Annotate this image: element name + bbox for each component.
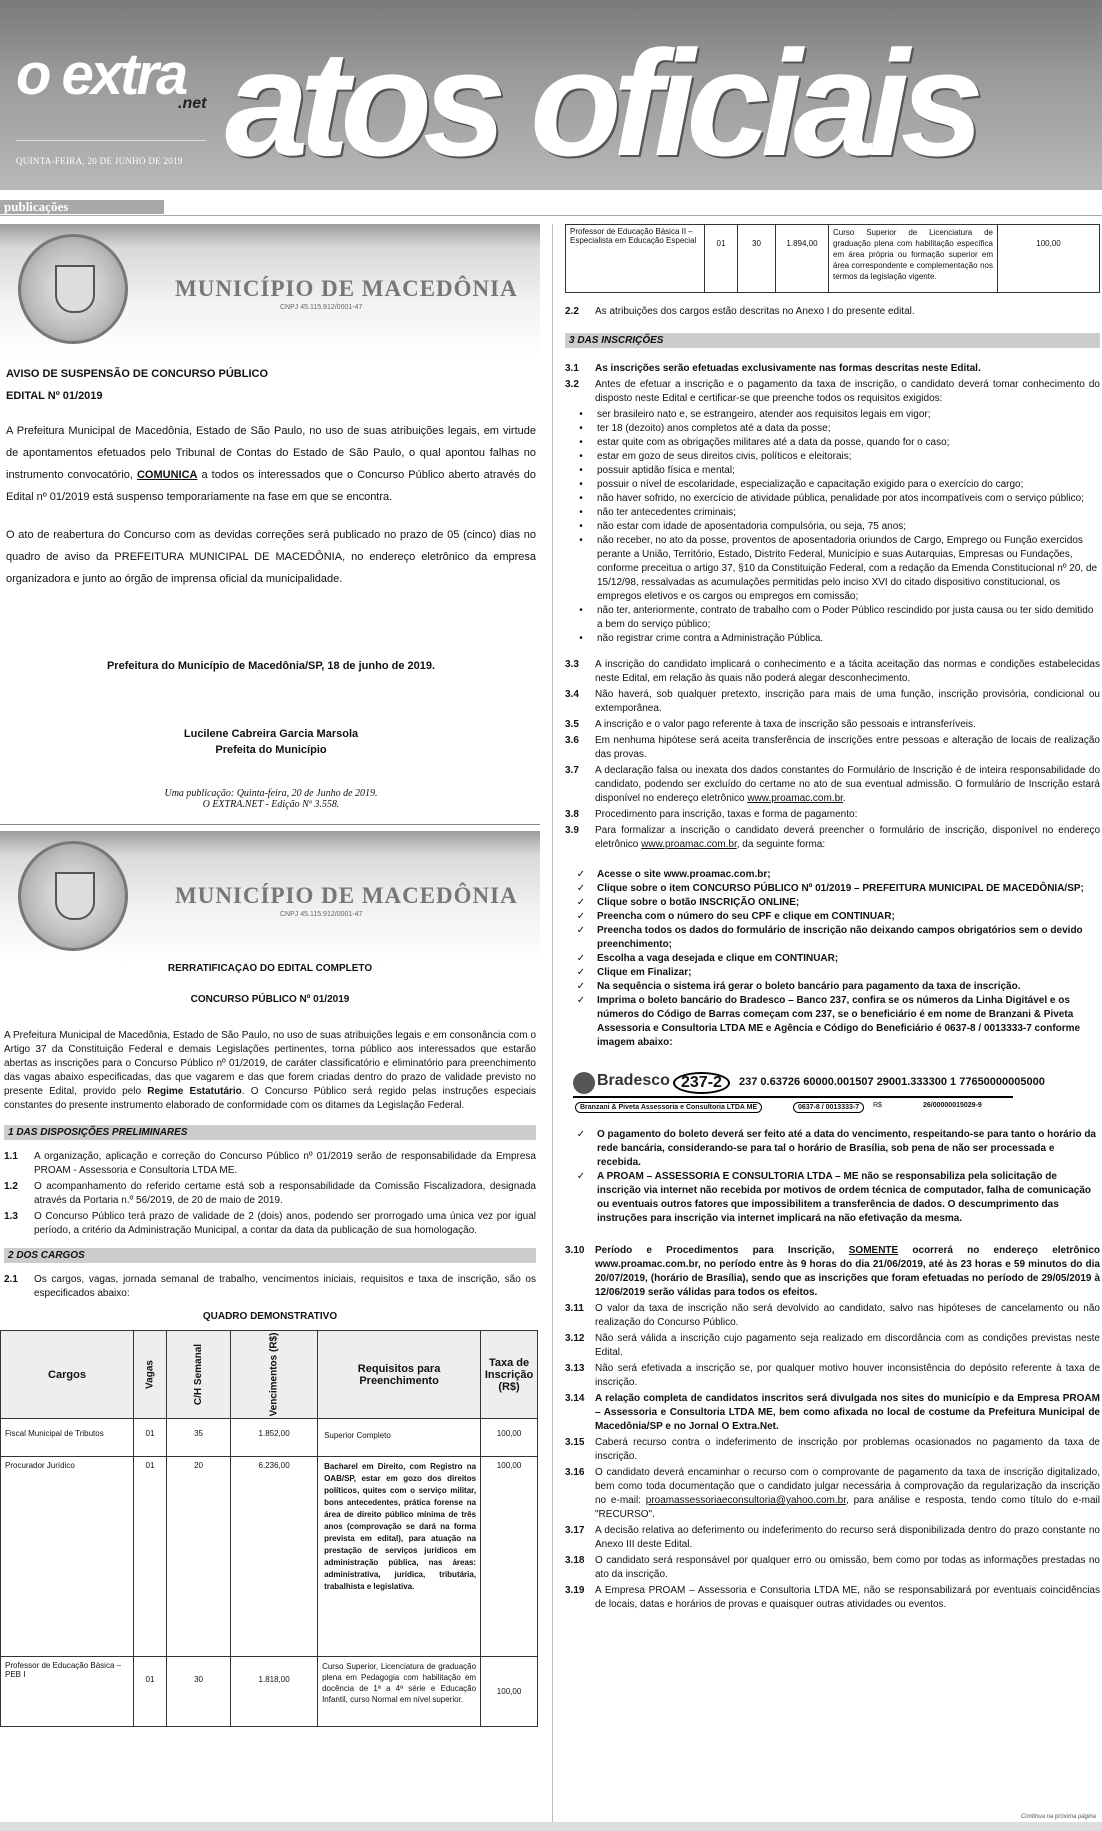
steps-list [565, 868, 1100, 1050]
list-item: • ser brasileiro nato e, se estrangeiro, atender aos requisitos legais em vigor; [565, 408, 1100, 422]
list-item: ✓ Acesse o site www.proamac.com.br; [565, 868, 1100, 882]
cargos-table-continued [565, 224, 1100, 293]
clause: 3.17 A decisão relativa ao deferimento ou indeferimento do recurso será disponibilizada dentro do prazo constante no Anexo III deste Edital. [565, 1525, 1100, 1550]
proamac-link[interactable]: www.proamac.com.br [747, 793, 843, 804]
table-row: Fiscal Municipal de Tributos 01 35 1.852,00 Superior Completo 100,00 [1, 1419, 538, 1457]
cargos-table [0, 1330, 538, 1727]
municipio-cnpj: CNPJ 45.115.912/0001-47 [280, 304, 363, 311]
clause: 3.11 O valor da taxa de inscrição não será devolvido ao candidato, salvo nas hipóteses de cancelamento ou não realização do Concurso Público. [565, 1303, 1100, 1328]
clause: 3.2 Antes de efetuar a inscrição e o pagamento da taxa de inscrição, o candidato deverá tomar conhecimento do disposto neste Edital e certificar-se que preenche todos os requisitos exigidos: [565, 379, 1100, 404]
bullet-icon: • [579, 437, 583, 448]
coat-of-arms-icon [18, 841, 128, 951]
list-item: • estar em gozo de seus direitos civis, políticos e eleitorais; [565, 450, 1100, 464]
list-item: • não estar com idade de aposentadoria compulsória, ou seja, 75 anos; [565, 520, 1100, 534]
clause: 3.7 A declaração falsa ou inexata dos dados constantes do Formulário de Inscrição é de inteira responsabilidade do candidato, podendo ser excluído do certame no ato de sua eventual admissão. O formulário de Inscrição estará disponível no endereço eletrônico www.proamac.com.br. [565, 765, 1100, 804]
clause: 3.10 Período e Procedimentos para Inscrição, SOMENTE ocorrerá no endereço eletrônico www.proamac.com.br, no período entre às 9 horas do dia 21/06/2019, até às 23 horas e 59 minutos do dia 20/07/2019, (horário de Brasília), sendo que as inscrições que foram efetuadas no período de 29/05/2019 à 12/06/2019 serão válidas para todos os efeitos. [565, 1245, 1100, 1298]
bullet-icon: • [579, 409, 583, 420]
section-heading: 3 DAS INSCRIÇÕES [565, 333, 1100, 348]
bullet-icon: • [579, 423, 583, 434]
checkmark-icon: ✓ [576, 981, 586, 992]
issue-date: QUINTA-FEIRA, 20 DE JUNHO DE 2019 [16, 156, 183, 166]
bullet-icon: • [579, 605, 583, 616]
proamac-link[interactable]: www.proamac.com.br [641, 839, 737, 850]
bradesco-logo-icon [573, 1072, 595, 1094]
checkmark-icon: ✓ [576, 911, 586, 922]
list-item: • não registrar crime contra a Administração Pública. [565, 632, 1100, 646]
left-column [0, 224, 540, 1727]
divider [16, 140, 206, 141]
checkmark-icon: ✓ [576, 995, 586, 1006]
municipio-banner [0, 831, 540, 963]
rerrat-title: RERRATIFICAÇÃO DO EDITAL COMPLETO [167, 963, 373, 974]
clause: 3.5 A inscrição e o valor pago referente à taxa de inscrição são pessoais e intransferíveis. [565, 719, 976, 730]
bullet-icon: • [579, 633, 583, 644]
section-heading: 1 DAS DISPOSIÇÕES PRELIMINARES [4, 1125, 536, 1140]
list-item: • não haver sofrido, no exercício de atividade pública, penalidade por atos incompatíveis com o serviço público; [565, 492, 1100, 506]
clause: 3.8 Procedimento para inscrição, taxas e forma de pagamento: [565, 809, 858, 820]
list-item: ✓ Preencha com o número do seu CPF e clique em CONTINUAR; [565, 910, 1100, 924]
municipio-name: MUNICÍPIO DE MACEDÔNIA [175, 883, 518, 908]
section-heading: 2 DOS CARGOS [4, 1248, 536, 1263]
rerrat-concurso: CONCURSO PÚBLICO Nº 01/2019 [190, 994, 350, 1005]
table-caption: QUADRO DEMONSTRATIVO [202, 1311, 338, 1322]
bank-name: Bradesco [597, 1072, 670, 1089]
list-item: ✓ Clique sobre o botão INSCRIÇÃO ONLINE; [565, 896, 1100, 910]
bank-code: 237-2 [673, 1072, 730, 1094]
publication-edition: O EXTRA.NET - Edição Nº 3.558. [202, 799, 340, 810]
list-item: ✓ Na sequência o sistema irá gerar o boleto bancário para pagamento da taxa de inscrição. [565, 980, 1100, 994]
clause: 3.19 A Empresa PROAM – Assessoria e Consultoria LTDA ME, não se responsabilizará por eventuais coincidências de locais, datas e horários de provas e quaisquer outras atividades ou eventos. [565, 1585, 1100, 1610]
table-header: Requisitos para Preenchimento [318, 1331, 481, 1419]
clause: 2.2 As atribuições dos cargos estão descritas no Anexo I do presente edital. [565, 306, 915, 317]
aviso-title: AVISO DE SUSPENSÃO DE CONCURSO PÚBLICO [6, 368, 268, 380]
list-item: • não ter, anteriormente, contrato de trabalho com o Poder Público rescindido por justa causa ou ter sido demitido a bem do serviço público; [565, 604, 1100, 632]
notes-list [565, 1128, 1100, 1226]
list-item: ✓ Clique em Finalizar; [565, 966, 1100, 980]
agencia-codigo: 0637-8 / 0013333-7 [793, 1102, 864, 1113]
list-item: ✓ Preencha todos os dados do formulário de inscrição não deixando campos obrigatórios sem o devido preenchimento; [565, 924, 1100, 952]
list-item: ✓ Imprima o boleto bancário do Bradesco – Banco 237, confira se os números da Linha Digitável e os números do Código de Barras começam com 237, se o beneficiário é em nome de Branzani & Piveta Assessoria e Consultoria LTDA ME e Agência e Código do Beneficiário é 0637-8 / 0013333-7 conforme imagem abaixo: [565, 994, 1100, 1050]
checkmark-icon: ✓ [576, 1129, 586, 1140]
checkmark-icon: ✓ [576, 897, 586, 908]
clause: 3.9 Para formalizar a inscrição o candidato deverá preencher o formulário de inscrição, disponível no endereço eletrônico www.proamac.com.br, da seguinte forma: [565, 825, 1100, 850]
continued-note: Continua na próxima página [1020, 1814, 1096, 1820]
table-header: C/H Semanal [167, 1331, 231, 1419]
requirements-list [565, 408, 1100, 646]
clause: 3.1 As inscrições serão efetuadas exclusivamente nas formas descritas neste Edital. [565, 363, 981, 374]
table-row: Professor de Educação Básica II – Especialista em Educação Especial 01 30 1.894,00 Curso Superior de Licenciatura de graduação plena com habilitação específica em área própria ou formação superior em área correspondente e complementação nos termos da legislação vigente. 100,00 [566, 225, 1100, 293]
municipio-banner [0, 224, 540, 356]
municipio-cnpj: CNPJ 45.115.912/0001-47 [280, 911, 363, 918]
bullet-icon: • [579, 493, 583, 504]
table-row: Professor de Educação Básica – PEB I 01 30 1.818,00 Curso Superior, Licenciatura de graduação plena em Pedagogia com habilitação em docência de 1ª a 4ª série e Educação Infantil, curso Normal em nível superior. 100,00 [1, 1657, 538, 1727]
clause: 2.1 Os cargos, vagas, jornada semanal de trabalho, vencimentos iniciais, requisitos e taxa de inscrição, são os especificados abaixo: [4, 1274, 536, 1299]
clause: 3.16 O candidato deverá encaminhar o recurso com o comprovante de pagamento da taxa de inscrição digitalizado, bem como toda documentação que o candidato julgar necessária à comprovação da regularização da inscrição no e-mail: proamassessoriaeconsultoria@yahoo.com.br, para análise e resposta, tendo como título do e-mail "RECURSO". [565, 1467, 1100, 1520]
bullet-icon: • [579, 521, 583, 532]
checkmark-icon: ✓ [576, 869, 586, 880]
masthead [0, 0, 1102, 190]
right-column [565, 224, 1100, 1614]
clause: 3.15 Caberá recurso contra o indeferimento de inscrição por problemas ocasionados no pagamento da taxa de inscrição. [565, 1437, 1100, 1462]
coat-of-arms-icon [18, 234, 128, 344]
list-item: ✓ Clique sobre o item CONCURSO PÚBLICO Nº 01/2019 – PREFEITURA MUNICIPAL DE MACEDÔNIA/SP; [565, 882, 1100, 896]
clause: 3.4 Não haverá, sob qualquer pretexto, inscrição para mais de uma função, inscrição provisória, condicional ou extemporânea. [565, 689, 1100, 714]
list-item: • possuir o nível de escolaridade, especialização e capacitação exigido para o exercício do cargo; [565, 478, 1100, 492]
list-item: • estar quite com as obrigações militares até a data da posse, quando for o caso; [565, 436, 1100, 450]
table-header: Cargos [1, 1331, 134, 1419]
section-title: atos oficiais [225, 19, 975, 187]
signer-name: Lucilene Cabreira Garcia Marsola [183, 728, 359, 740]
clause: 3.3 A inscrição do candidato implicará o conhecimento e a tácita aceitação das normas e condições estabelecidas neste Edital, em relação às quais não poderá alegar desconhecimento. [565, 659, 1100, 684]
municipio-name: MUNICÍPIO DE MACEDÔNIA [175, 276, 518, 301]
column-divider [552, 224, 553, 1824]
list-item: ✓ A PROAM – ASSESSORIA E CONSULTORIA LTDA – ME não se responsabiliza pela solicitação de inscrição via internet não recebida por motivos de ordem técnica de computador, falha de comunicação ou eventuais outros fatores que impossibilitem a transferência de dados. O descumprimento das instruções para inscrição via internet implicará na não efetivação da mesma. [565, 1170, 1100, 1226]
clause: 3.14 A relação completa de candidatos inscritos será divulgada nos sites do município e da Empresa PROAM – Assessoria e Consultoria LTDA ME, bem como afixada no local de costume da Prefeitura Municipal de Macedônia/SP e no Jornal O Extra.Net. [565, 1393, 1100, 1432]
clause: 3.13 Não será efetivada a inscrição se, por qualquer motivo houver inconsistência do depósito referente à taxa de inscrição. [565, 1363, 1100, 1388]
divider [0, 824, 540, 825]
checkmark-icon: ✓ [576, 953, 586, 964]
publication-note: Uma publicação: Quinta-feira, 20 de Junho de 2019. [164, 788, 378, 799]
footer-bar [0, 1822, 1102, 1831]
list-item: • possuir aptidão física e mental; [565, 464, 1100, 478]
table-header: Taxa de Inscrição (R$) [481, 1331, 538, 1419]
rerrat-intro: A Prefeitura Municipal de Macedônia, Estado de São Paulo, no uso de suas atribuições legais e em consonância com o Artigo 37 da Constituição Federal e demais Legislações pertinentes, torna público aos interessados que estarão abertas as inscrições para o Concurso Público nº 01/2019, de caráter classificatório e eliminatório para preenchimento das vagas abaixo especificadas, das que vagarem e das que forem criadas dentro do prazo de validade previsto no presente Edital, provido pelo Regime Estatutário. O Concurso Público será regido pelas instruções especiais constantes do presente instrumento elaborado de conformidade com os ditames da Legislação Federal. [4, 1030, 536, 1111]
clause: 1.1 A organização, aplicação e correção do Concurso Público nº 01/2019 serão de responsabilidade da Empresa PROAM - Assessoria e Consultoria LTDA ME. [4, 1151, 536, 1176]
nosso-numero: 26/00000015029-9 [923, 1102, 982, 1109]
list-item: ✓ Escolha a vaga desejada e clique em CONTINUAR; [565, 952, 1100, 966]
aviso-edital: EDITAL Nº 01/2019 [6, 390, 103, 402]
table-header: Vagas [134, 1331, 167, 1419]
digitable-line: 237 0.63726 60000.001507 29001.333300 1 77650000005000 [739, 1076, 1045, 1088]
bullet-icon: • [579, 451, 583, 462]
aviso-paragraph: O ato de reabertura do Concurso com as devidas correções será publicado no prazo de 05 (cinco) dias no quadro de aviso da PREFEITURA MUNICIPAL DE MACEDÔNIA, no endereço eletrônico da empresa organizadora e junto ao órgão de imprensa oficial da municipalidade. [6, 529, 536, 585]
clause: 3.12 Não será válida a inscrição cujo pagamento seja realizado em discordância com as condições previstas neste Edital. [565, 1333, 1100, 1358]
signer-role: Prefeita do Município [215, 744, 327, 756]
boleto-image [573, 1070, 1045, 1120]
clause: 1.3 O Concurso Público terá prazo de validade de 2 (dois) anos, podendo ser prorrogado uma única vez por igual período, a critério da Administração Municipal, a contar da data da publicação de sua homologação. [4, 1211, 536, 1236]
brand-logo: o extra [16, 42, 186, 107]
brand-suffix: .net [178, 95, 207, 112]
aviso-paragraph: A Prefeitura Municipal de Macedônia, Estado de São Paulo, no uso de suas atribuições legais, em virtude de apontamentos efetuados pelo Tribunal de Contas do Estado de São Paulo, o qual apontou falhas no instrumento convocatório, COMUNICA a todos os interessados que o Concurso Público aberto através do Edital nº 01/2019 está suspenso temporariamente na fase em que se encontra. [6, 425, 536, 503]
especie: R$ [873, 1102, 882, 1109]
list-item: • não ter antecedentes criminais; [565, 506, 1100, 520]
checkmark-icon: ✓ [576, 925, 586, 936]
clause: 3.6 Em nenhuma hipótese será aceita transferência de inscrições entre pessoas e alteração de locais de realização das provas. [565, 735, 1100, 760]
beneficiario: Branzani & Piveta Assessoria e Consultoria LTDA ME [575, 1102, 762, 1113]
bullet-icon: • [579, 507, 583, 518]
checkmark-icon: ✓ [576, 967, 586, 978]
bullet-icon: • [579, 535, 583, 546]
list-item: • ter 18 (dezoito) anos completos até a data da posse; [565, 422, 1100, 436]
table-header: Vencimentos (R$) [231, 1331, 318, 1419]
bullet-icon: • [579, 465, 583, 476]
email-link[interactable]: proamassessoriaeconsultoria@yahoo.com.br [645, 1495, 846, 1506]
checkmark-icon: ✓ [576, 1171, 586, 1182]
list-item: ✓ O pagamento do boleto deverá ser feito até a data do vencimento, respeitando-se para tanto o horário da rede bancária, considerando-se para tal o horário de Brasília, sob pena de não ser processada e recebida. [565, 1128, 1100, 1170]
aviso-local-date: Prefeitura do Município de Macedônia/SP, 18 de junho de 2019. [106, 660, 436, 672]
table-row: Procurador Jurídico 01 20 6.236,00 Bacharel em Direito, com Registro na OAB/SP, estar em gozo dos direitos políticos, quites com o serviço militar, bons antecedentes, prática forense na área de direito público mínima de três anos (comprovação se dará na forma prevista em edital), para atuação na prestação de serviços jurídicos em administração pública, nas áreas: administrativa, jurídica, tributária, trabalhista e legislativa. 100,00 [1, 1457, 538, 1657]
checkmark-icon: ✓ [576, 883, 586, 894]
publications-tag: publicações [0, 200, 164, 214]
clause: 3.18 O candidato será responsável por qualquer erro ou omissão, bem como por todas as informações prestadas no ato da inscrição. [565, 1555, 1100, 1580]
divider [0, 215, 1102, 216]
clause: 1.2 O acompanhamento do referido certame está sob a responsabilidade da Comissão Fiscalizadora, designada através da Portaria n.º 56/2019, de 20 de maio de 2019. [4, 1181, 536, 1206]
bullet-icon: • [579, 479, 583, 490]
list-item: • não receber, no ato da posse, proventos de aposentadoria oriundos de Cargo, Emprego ou Função exercidos perante a União, Território, Estado, Distrito Federal, Município e suas Autarquias, Empresas ou Fundações, conforme preceitua o artigo 37, §10 da Constituição Federal, com a redação da Emenda Constitucional nº 20, de 15/12/98, ressalvadas as acumulações permitidas pelo inciso XVI do citado dispositivo constitucional, os empregos eletivos e os cargos ou empregos em comissão; [565, 534, 1100, 604]
